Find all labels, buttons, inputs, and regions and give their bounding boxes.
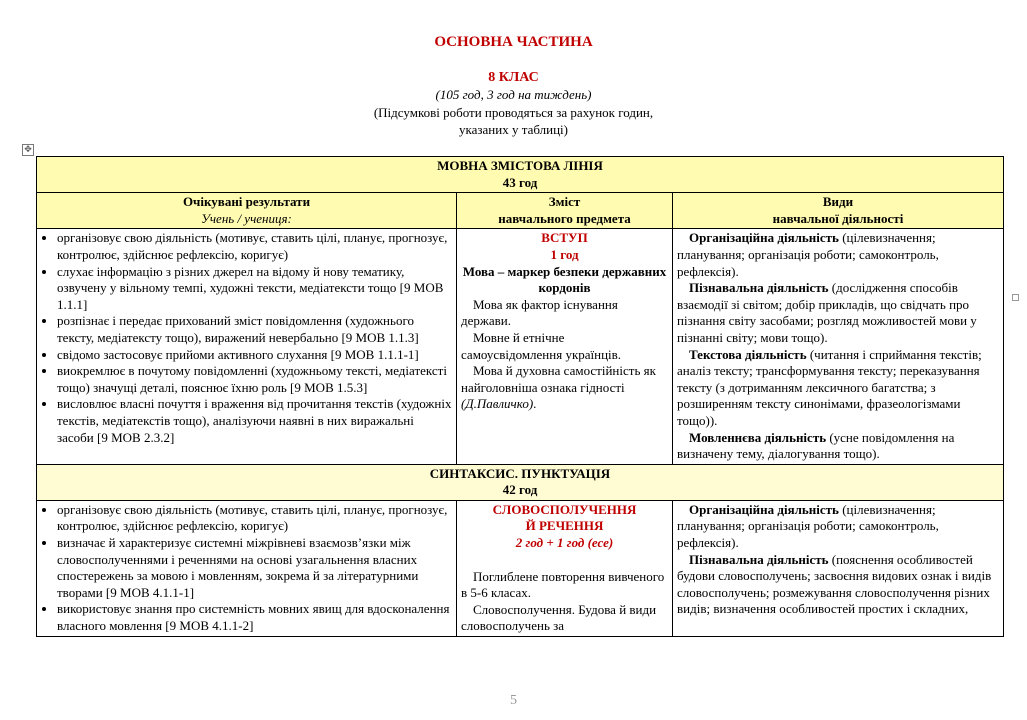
- section2-header: [37, 464, 1004, 500]
- section1-title: МОВНА ЗМІСТОВА ЛІНІЯ: [437, 158, 603, 173]
- section-header-row: [37, 157, 1004, 193]
- activity-text: (читання і сприймання текстів; аналіз тексту; трансформування тексту; переказування тексту (з дотриманням лексичного багатства; з розширенням тексту синонімами, фразеологізмами тощо)).: [677, 346, 982, 428]
- main-section-title: ОСНОВНА ЧАСТИНА: [434, 34, 593, 50]
- page-number: 5: [510, 693, 517, 708]
- section-header-row: [37, 464, 1004, 500]
- content-hours: 1 год: [550, 246, 579, 262]
- final-works-note-line2: указаних у таблиці): [459, 122, 568, 137]
- activity-cell: [673, 500, 1004, 636]
- content-paragraph: [461, 363, 668, 413]
- content-column-header: [457, 193, 673, 229]
- content-cell: [457, 229, 673, 464]
- content-text: Мова й духовна самостійність як найголовніша ознака гідності: [461, 363, 656, 395]
- section1-header: [37, 157, 1004, 193]
- column-header-row: [37, 193, 1004, 229]
- move-anchor-icon[interactable]: ✥: [22, 144, 34, 156]
- content-title-l1: СЛОВОСПОЛУЧЕННЯ: [492, 501, 637, 517]
- content-topic: Мова – маркер безпеки державних кордонів: [462, 263, 667, 296]
- activity-paragraph: [677, 347, 999, 430]
- content-paragraph: Поглиблене повторення вивченого в 5-6 класах.: [461, 568, 665, 601]
- activity-text: (цілевизначення; планування; організація роботи; самоконтроль, рефлексія).: [677, 501, 939, 551]
- results-header-label: Очікувані результати: [182, 194, 311, 210]
- content-header-l1: Зміст: [548, 194, 581, 210]
- table-row: [37, 229, 1004, 464]
- activity-column-header: [673, 193, 1004, 229]
- activity-label: Пізнавальна діяльність: [689, 280, 829, 296]
- list-item: • визначає й характеризує системні міжрівневі взаємозв’язки між словосполученнями і реченнями на основі узагальнення власних спостережень за мовою і мовленням, зокрема й за літературними творами [9 МОВ 4.1.1-1]: [57, 535, 452, 601]
- results-cell: [37, 229, 457, 464]
- content-cell: [457, 500, 673, 636]
- curriculum-table: [36, 156, 1004, 637]
- content-hours: 2 год + 1 год (есе): [515, 535, 614, 551]
- activity-text: (пояснення особливостей будови словосполучень; засвоєння видових ознак і видів словосполучень; розмежування словосполучення різних видів; визначення особливостей простих і складних,: [677, 551, 992, 617]
- activity-paragraph: [677, 430, 999, 463]
- section1-hours: 43 год: [502, 174, 538, 190]
- activity-text: (дослідження способів взаємодії зі світом; добір прикладів, що свідчать про пізнання світу засобами; розгляд можливостей мови у пізнанні світу; мови тощо).: [677, 280, 977, 345]
- final-works-note: [0, 104, 1027, 138]
- results-cell: [37, 500, 457, 636]
- activity-header-l2: навчальної діяльності: [772, 210, 904, 226]
- activity-paragraph: [677, 502, 999, 552]
- section2-hours: 42 год: [502, 482, 538, 498]
- activity-paragraph: [677, 280, 999, 346]
- list-item: • свідомо застосовує прийоми активного слухання [9 МОВ 1.1.1-1]: [57, 347, 452, 364]
- list-item: • виокремлює в почутому повідомленні (художньому тексті, медіатексті тощо) значущі деталі, пояснює їхню роль [9 МОВ 1.5.3]: [57, 363, 452, 396]
- grade-heading: 8 КЛАС: [488, 70, 539, 85]
- content-title: [461, 502, 668, 535]
- activity-label: Мовленнєва діяльність: [689, 429, 827, 445]
- results-header-sub: Учень / учениця:: [201, 210, 292, 226]
- activity-label: Пізнавальна діяльність: [689, 551, 829, 567]
- activity-text: (цілевизначення; планування; організація роботи; самоконтроль, рефлексія).: [677, 230, 939, 279]
- content-paragraph: Мовне й етнічне самоусвідомлення українців.: [461, 329, 622, 362]
- activity-label: Текстова діяльність: [689, 346, 807, 362]
- list-item: • організовує свою діяльність (мотивує, ставить цілі, планує, прогнозує, контролює, здійснює рефлексію, коригує): [57, 230, 452, 263]
- hours-note: (105 год, 3 год на тиждень): [435, 87, 592, 102]
- content-header-l2: навчального предмета: [498, 210, 631, 226]
- list-item: • висловлює власні почуття і враження від прочитання текстів (художніх текстів, медіатекстів тощо), аналізуючи наявні в них виражальні засоби [9 МОВ 2.3.2]: [57, 396, 452, 446]
- content-text-end: .: [533, 396, 537, 412]
- content-paragraph: Словосполучення. Будова й види словосполучень за: [461, 601, 657, 634]
- activity-text: (усне повідомлення на визначену тему, діалогування тощо).: [677, 429, 955, 462]
- list-item: • слухає інформацію з різних джерел на відому й нову тематику, озвучену у вільному темпі, художні тексти, медіатексти тощо [9 МОВ 1.1.1]: [57, 264, 452, 314]
- author-reference: (Д.Павличко): [461, 396, 534, 412]
- results-column-header: [37, 193, 457, 229]
- content-title-l2: Й РЕЧЕННЯ: [525, 518, 604, 534]
- activity-cell: [673, 229, 1004, 464]
- list-item: • використовує знання про системність мовних явищ для вдосконалення власного мовлення [9 МОВ 4.1.1-2]: [57, 601, 452, 634]
- resize-handle-icon[interactable]: [1012, 294, 1019, 301]
- activity-label: Організаційна діяльність: [689, 230, 839, 246]
- content-paragraph: Мова як фактор існування держави.: [461, 296, 618, 329]
- final-works-note-line1: (Підсумкові роботи проводяться за рахунок годин,: [373, 105, 654, 120]
- list-item: • розпізнає і передає прихований зміст повідомлення (художнього тексту, медіатексту тощо), виражений невербально [9 МОВ 1.1.3]: [57, 313, 452, 346]
- list-item: • організовує свою діяльність (мотивує, ставить цілі, планує, прогнозує, контролює, здійснює рефлексію, коригує): [57, 502, 452, 535]
- content-title: ВСТУП: [541, 230, 588, 246]
- activity-paragraph: [677, 552, 999, 618]
- section2-title: СИНТАКСИС. ПУНКТУАЦІЯ: [429, 465, 611, 481]
- activity-header-l1: Види: [822, 194, 854, 210]
- table-row: [37, 500, 1004, 636]
- activity-label: Організаційна діяльність: [689, 501, 839, 517]
- activity-paragraph: [677, 230, 999, 280]
